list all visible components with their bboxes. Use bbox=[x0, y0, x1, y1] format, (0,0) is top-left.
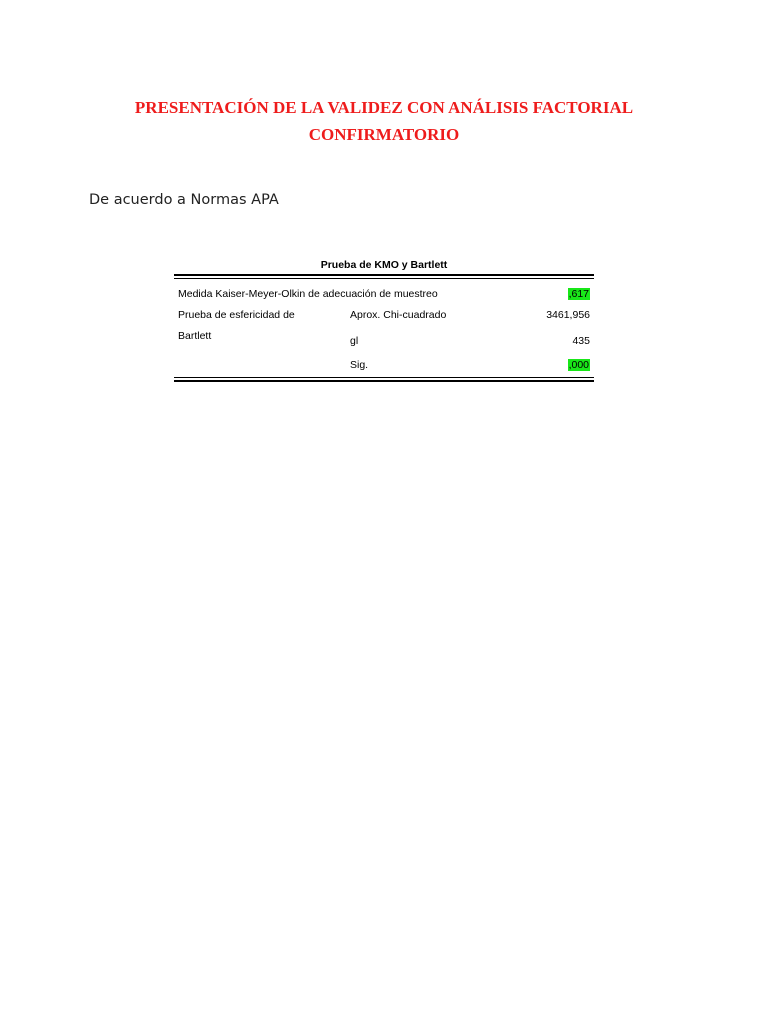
title-line-2: CONFIRMATORIO bbox=[308, 125, 460, 144]
document-title bbox=[84, 94, 684, 148]
sig-value-cell bbox=[568, 358, 590, 372]
kmo-value-cell bbox=[568, 287, 590, 301]
table-caption: Prueba de KMO y Bartlett bbox=[320, 259, 448, 271]
table-bottom-rule bbox=[174, 377, 594, 382]
sig-value: ,000 bbox=[568, 359, 589, 371]
sig-label: Sig. bbox=[350, 359, 369, 371]
gl-value: 435 bbox=[572, 335, 590, 347]
title-line-1: PRESENTACIÓN DE LA VALIDEZ CON ANÁLISIS FACTORIAL bbox=[134, 98, 634, 117]
chi-square-label: Aprox. Chi-cuadrado bbox=[350, 309, 447, 321]
kmo-bartlett-table bbox=[174, 257, 594, 382]
table-body bbox=[174, 279, 594, 371]
kmo-value: ,617 bbox=[568, 288, 589, 300]
intro-text: De acuerdo a Normas APA bbox=[89, 192, 279, 208]
bartlett-label-line-1: Prueba de esfericidad de bbox=[178, 309, 295, 321]
chi-square-value: 3461,956 bbox=[546, 309, 590, 321]
kmo-label: Medida Kaiser-Meyer-Olkin de adecuación de muestreo bbox=[178, 288, 438, 300]
bartlett-label-line-2: Bartlett bbox=[178, 330, 212, 342]
gl-label: gl bbox=[350, 335, 359, 347]
